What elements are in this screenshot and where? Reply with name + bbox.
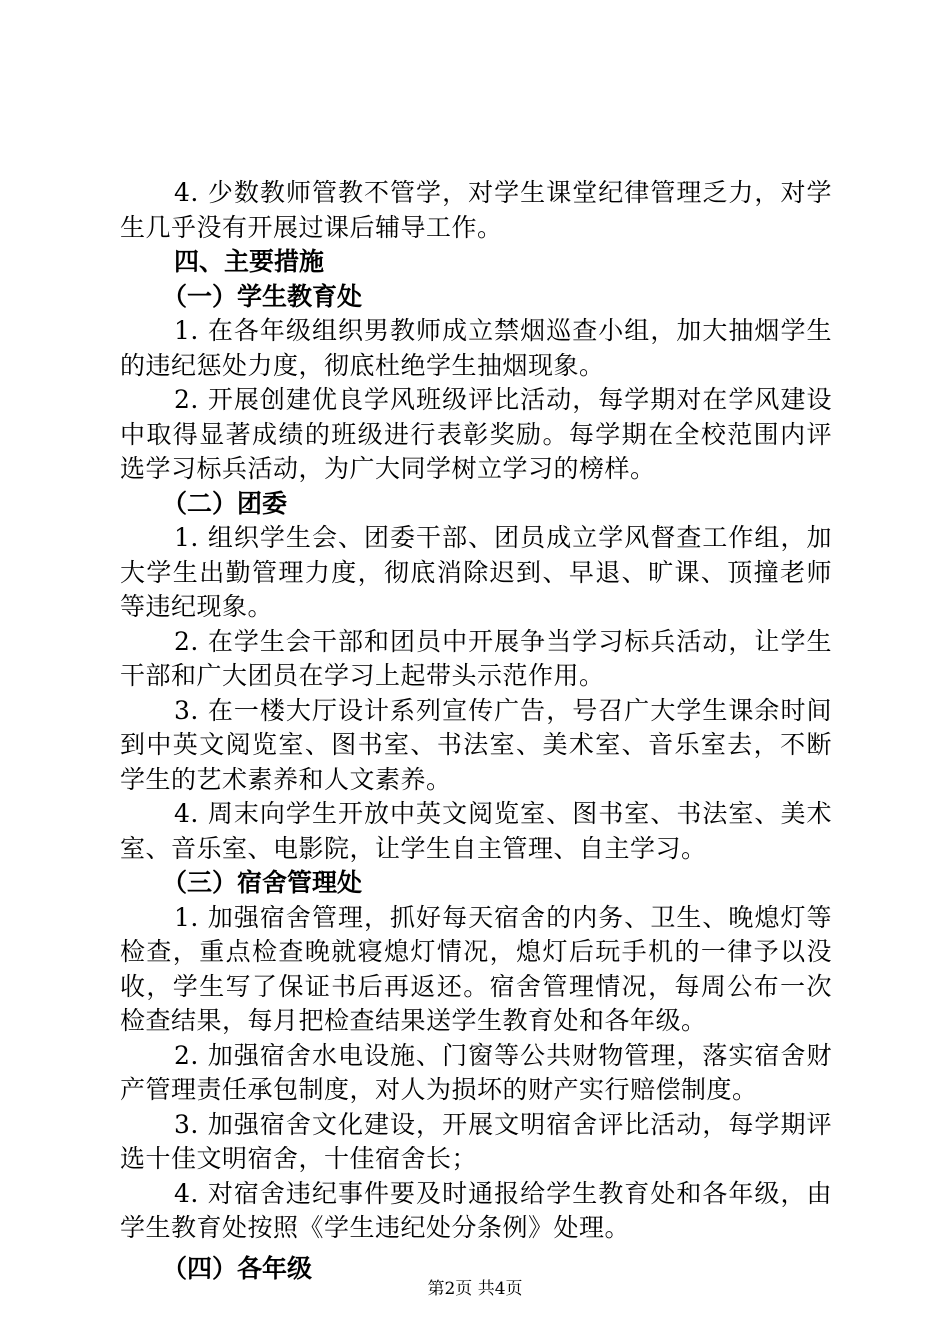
page-footer: 第2页 共4页 xyxy=(427,1279,523,1299)
paragraph-s2-item2: 2. 在学生会干部和团员中开展争当学习标兵活动，让学生干部和广大团员在学习上起带头示范作用。 xyxy=(120,626,832,690)
paragraph-s3-item4: 4. 对宿舍违纪事件要及时通报给学生教育处和各年级，由学生教育处按照《学生违纪处分条例》处理。 xyxy=(120,1178,832,1242)
subsection-heading-grades: （四）各年级 xyxy=(162,1253,313,1283)
paragraph-s2-item3: 3. 在一楼大厅设计系列宣传广告，号召广大学生课余时间到中英文阅览室、图书室、书法室、美术室、音乐室去，不断学生的艺术素养和人文素养。 xyxy=(120,695,832,794)
paragraph-s2-item1: 1. 组织学生会、团委干部、团员成立学风督查工作组，加大学生出勤管理力度，彻底消除迟到、早退、旷课、顶撞老师等违纪现象。 xyxy=(120,523,832,621)
section-heading-main-measures: 四、主要措施 xyxy=(174,247,325,276)
paragraph-intro-4: 4. 少数教师管教不管学，对学生课堂纪律管理乏力，对学生几乎没有开展过课后辅导工作。 xyxy=(120,178,832,242)
paragraph-s3-item1: 1. 加强宿舍管理，抓好每天宿舍的内务、卫生、晚熄灯等检查，重点检查晚就寝熄灯情况，熄灯后玩手机的一律予以没收，学生写了保证书后再返还。宿舍管理情况，每周公布一次检查结果，每月把检查结果送学生教育处和各年级。 xyxy=(120,902,832,1035)
subsection-heading-dormitory: （三）宿舍管理处 xyxy=(162,868,363,897)
paragraph-s1-item2: 2. 开展创建优良学风班级评比活动，每学期对在学风建设中取得显著成绩的班级进行表彰奖励。每学期在全校范围内评选学习标兵活动，为广大同学树立学习的榜样。 xyxy=(120,385,832,483)
paragraph-s3-item3: 3. 加强宿舍文化建设，开展文明宿舍评比活动，每学期评选十佳文明宿舍，十佳宿舍长； xyxy=(120,1109,832,1173)
paragraph-s1-item1: 1. 在各年级组织男教师成立禁烟巡查小组，加大抽烟学生的违纪惩处力度，彻底杜绝学生抽烟现象。 xyxy=(120,316,832,380)
paragraph-s3-item2: 2. 加强宿舍水电设施、门窗等公共财物管理，落实宿舍财产管理责任承包制度，对人为损坏的财产实行赔偿制度。 xyxy=(120,1040,832,1104)
subsection-heading-youth-league: （二）团委 xyxy=(162,488,288,518)
subsection-heading-student-education: （一）学生教育处 xyxy=(162,281,363,311)
document-body xyxy=(120,176,832,1286)
paragraph-s2-item4: 4. 周末向学生开放中英文阅览室、图书室、书法室、美术室、音乐室、电影院，让学生自主管理、自主学习。 xyxy=(120,799,832,863)
